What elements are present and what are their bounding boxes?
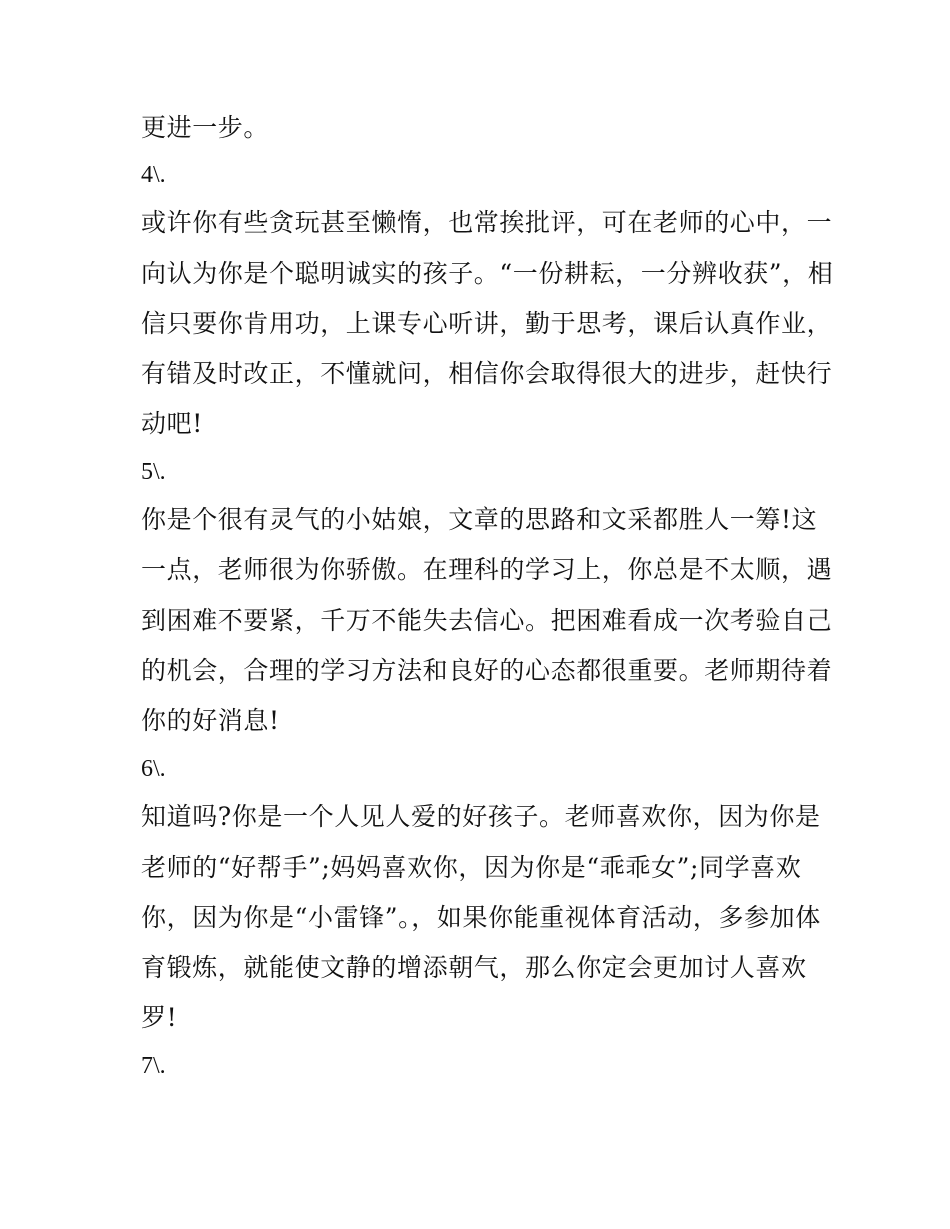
text-line: 一点，老师很为你骄傲。在理科的学习上，你总是不太顺，遇 xyxy=(141,555,833,584)
text-line: 动吧! xyxy=(141,409,203,438)
text-line: 你的好消息! xyxy=(141,706,280,735)
text-line: 你是个很有灵气的小姑娘，文章的思路和文采都胜人一筹!这 xyxy=(141,505,818,534)
text-line: 或许你有些贪玩甚至懒惰，也常挨批评，可在老师的心中，一 xyxy=(141,208,833,237)
item-number: 7\. xyxy=(141,1053,166,1079)
item-number: 5\. xyxy=(141,459,166,485)
text-line: 有错及时改正，不懂就问，相信你会取得很大的进步，赶快行 xyxy=(141,359,833,388)
text-line: 更进一步。 xyxy=(141,113,270,142)
text-line: 老师的“好帮手”;妈妈喜欢你，因为你是“乖乖女”;同学喜欢 xyxy=(141,853,802,882)
text-line: 你，因为你是“小雷锋”。，如果你能重视体育活动，多参加体 xyxy=(141,903,821,932)
text-line: 知道吗?你是一个人见人爱的好孩子。老师喜欢你，因为你是 xyxy=(141,802,821,831)
text-line: 罗! xyxy=(141,1003,178,1032)
text-line: 育锻炼，就能使文静的增添朝气，那么你定会更加讨人喜欢 xyxy=(141,953,807,982)
item-number: 4\. xyxy=(141,162,166,188)
text-line: 的机会，合理的学习方法和良好的心态都很重要。老师期待着 xyxy=(141,656,833,685)
text-line: 信只要你肯用功，上课专心听讲，勤于思考，课后认真作业， xyxy=(141,309,833,338)
item-number: 6\. xyxy=(141,756,166,782)
text-line: 向认为你是个聪明诚实的孩子。“一份耕耘，一分辨收获”，相 xyxy=(141,259,834,288)
text-line: 到困难不要紧，千万不能失去信心。把困难看成一次考验自己 xyxy=(141,606,833,635)
